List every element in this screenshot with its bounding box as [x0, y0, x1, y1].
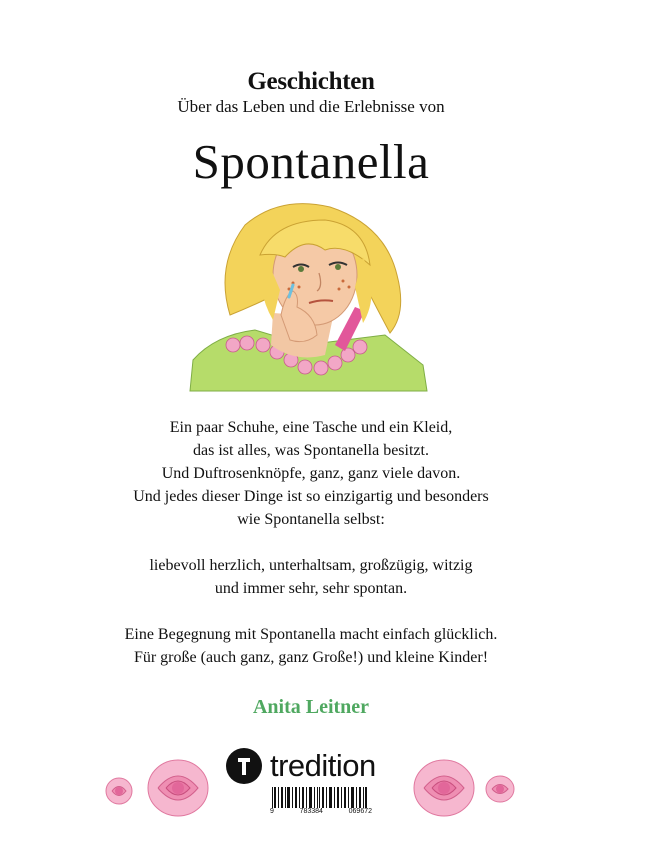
isbn-number [269, 808, 373, 815]
publisher-name: tredition [270, 748, 376, 783]
spontanella-illustration [185, 195, 435, 395]
blurb-line: liebevoll herzlich, unterhaltsam, großzügig, witzig [149, 557, 473, 574]
isbn-group-2: 069672 [348, 808, 372, 815]
blurb-text [0, 416, 622, 692]
isbn-group-1: 783384 [299, 808, 323, 815]
isbn-prefix: 9 [270, 808, 274, 815]
rose-icon [146, 758, 210, 818]
rose-icon [484, 774, 516, 804]
author-name: Anita Leitner [252, 696, 370, 718]
blurb-line: das ist alles, was Spontanella besitzt. [193, 442, 429, 459]
blurb-line: Und jedes dieser Dinge ist so einzigartig und besonders [133, 488, 489, 505]
blurb-line: Und Duftrosenknöpfe, ganz, ganz viele davon. [161, 465, 461, 482]
blurb-paragraph-3 [0, 623, 622, 669]
tredition-logo-icon [226, 748, 262, 784]
main-title: Spontanella [192, 134, 430, 189]
rose-icon [412, 758, 476, 818]
blurb-line: Eine Begegnung mit Spontanella macht einfach glücklich. [124, 626, 498, 643]
subtitle: Über das Leben und die Erlebnisse von [177, 97, 445, 116]
blurb-line: und immer sehr, sehr spontan. [214, 580, 408, 597]
barcode-icon [269, 787, 371, 827]
blurb-line: Für große (auch ganz, ganz Große!) und kleine Kinder! [133, 649, 489, 666]
blurb-line: wie Spontanella selbst: [237, 511, 385, 528]
publisher-logo [226, 744, 376, 788]
blurb-line: Ein paar Schuhe, eine Tasche und ein Kleid, [169, 419, 453, 436]
series-title: Geschichten [247, 68, 375, 95]
blurb-paragraph-2 [0, 554, 622, 600]
blurb-paragraph-1 [0, 416, 622, 531]
rose-icon [104, 776, 134, 806]
